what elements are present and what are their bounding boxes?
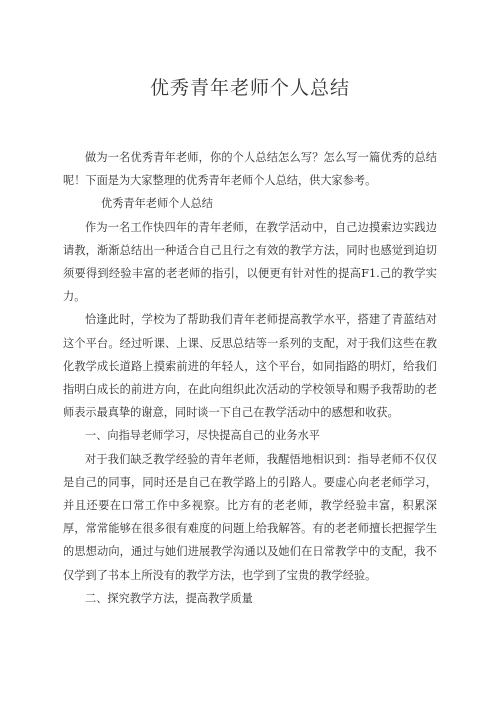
heading-2: 二、探究教学方法，提高教学质量 — [85, 591, 253, 605]
paragraph-3: 对于我们缺乏教学经验的青年老师，我醒悟地相识到：指导老师不仅仅是自己的同事，同时还是自己在教学路上的引路人。要虚心向老老师学习，并且还要在口常工作中多视察。比方有的老老师，教学经验丰富，积累深厚，常常能够在很多很有难度的问题上给我解答。有的老老师擅长把握学生的思想动向，通过与她们进展教学沟通以及她们在日常教学中的支配，我不仅学到了书本上所没有的教学方法，也学到了宝贵的教学经验。 — [63, 452, 437, 582]
paragraph-2: 恰逢此时，学校为了帮助我们青年老师提高教学水平，搭建了青蓝结对这个平台。经过听课、上课、反思总结等一系列的支配，对于我们这些在教化教学成长道路上摸索前进的年轻人，这个平台，如同指路的明灯，给我们指明白成长的前进方向，在此向组织此次活动的学校领导和赐予我帮助的老师表示最真挚的谢意，同时谈一下自己在教学活动中的感想和收获。 — [63, 313, 437, 420]
document-body — [63, 146, 437, 610]
paragraph-1: 作为一名工作快四年的青年老师，在教学活动中，自己边摸索边实践边请教，渐渐总结出一种适合自己且行之有效的教学方法，同时也感觉到迫切须要得到经验丰富的老老师的指引，以便更有针对性的提高F1.己的教学实力。 — [63, 220, 437, 304]
heading-1: 一、向指导老师学习，尽快提高自己的业务水平 — [85, 429, 320, 443]
intro-paragraph: 做为一名优秀青年老师，你的个人总结怎么写？怎么写一篇优秀的总结呢！下面是为大家整理的优秀青年老师个人总结，供大家参考。 — [63, 151, 437, 188]
section-subtitle: 优秀青年老师个人总结 — [101, 197, 213, 211]
document-title: 优秀青年老师个人总结 — [149, 77, 350, 99]
